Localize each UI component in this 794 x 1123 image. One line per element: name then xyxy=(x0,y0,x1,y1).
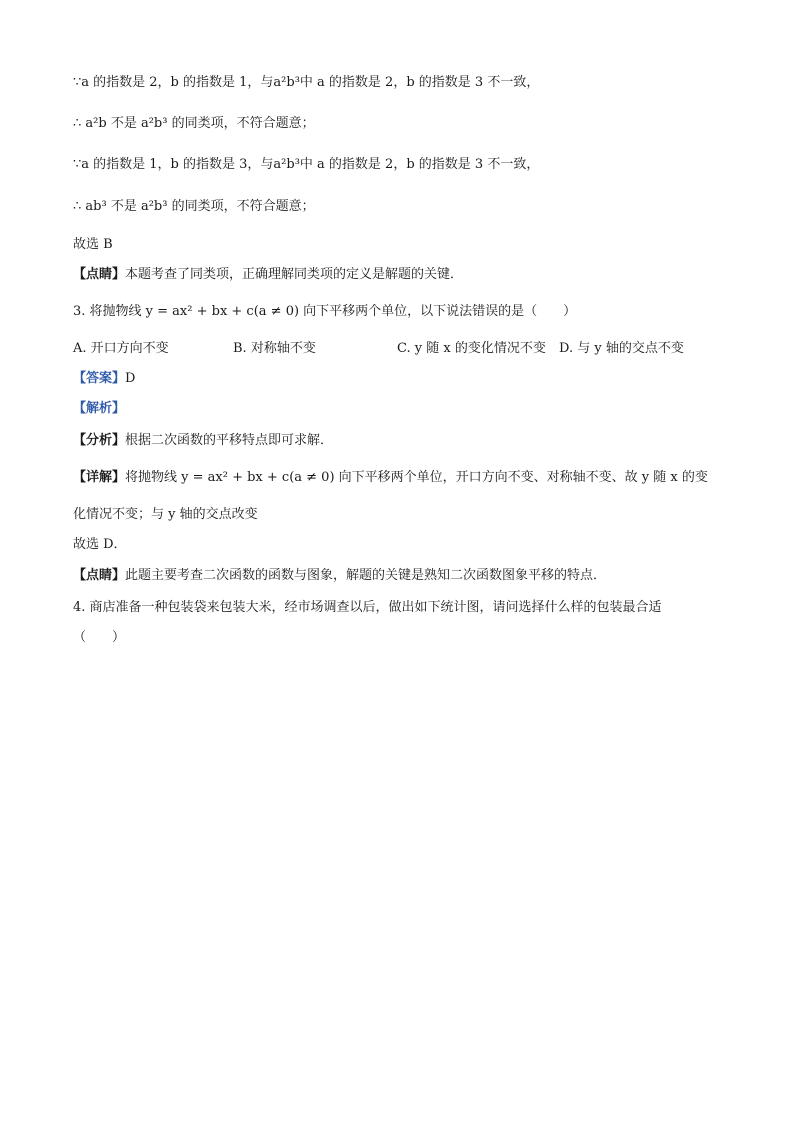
option-d: D. 与 y 轴的交点不变 xyxy=(559,341,684,356)
xiangjie-line xyxy=(73,468,724,488)
dianjing-text-2: 此题主要考查二次函数的函数与图象，解题的关键是熟知二次函数图象平移的特点． xyxy=(125,568,607,583)
choose-d-line: 故选 D． xyxy=(73,537,127,552)
question-3: 3. 将抛物线 y = ax² + bx + c(a ≠ 0) 向下平移两个单位，以下说法错误的是（ ） xyxy=(73,304,577,319)
dianjing-tag-2: 【点睛】 xyxy=(73,568,126,583)
dianjing-line-1 xyxy=(73,265,724,285)
answer-line xyxy=(73,369,724,389)
xiangjie-continuation: 化情况不变；与 y 轴的交点改变 xyxy=(73,507,258,522)
dianjing-text-1: 本题考查了同类项，正确理解同类项的定义是解题的关键． xyxy=(125,267,464,282)
choose-b-line: 故选 B xyxy=(73,237,113,252)
question-4-paren: （ ） xyxy=(73,630,126,645)
reasoning-line-1: ∵a 的指数是 2，b 的指数是 1，与a²b³中 a 的指数是 2，b 的指数是 3 不一致， xyxy=(73,75,540,90)
fenxi-text: 根据二次函数的平移特点即可求解． xyxy=(125,433,334,448)
conclusion-line-2: ∴ ab³ 不是 a²b³ 的同类项，不符合题意； xyxy=(73,199,315,214)
xiangjie-text: 将抛物线 y = ax² + bx + c(a ≠ 0) 向下平移两个单位，开口方向不变、对称轴不变、故 y 随 x 的变 xyxy=(125,470,708,485)
conclusion-line-1: ∴ a²b 不是 a²b³ 的同类项，不符合题意； xyxy=(73,116,315,131)
option-c: C. y 随 x 的变化情况不变 xyxy=(397,341,546,356)
dianjing-tag-1: 【点睛】 xyxy=(73,267,126,282)
xiangjie-tag: 【详解】 xyxy=(73,470,126,485)
option-a: A. 开口方向不变 xyxy=(73,341,169,356)
answer-value: D xyxy=(125,371,136,386)
fenxi-tag: 【分析】 xyxy=(73,433,126,448)
analysis-line xyxy=(73,399,724,419)
question-3-options xyxy=(73,339,724,359)
option-b: B. 对称轴不变 xyxy=(233,341,316,356)
fenxi-line xyxy=(73,431,724,451)
answer-tag: 【答案】 xyxy=(73,371,126,386)
question-4: 4. 商店准备一种包装袋来包装大米，经市场调查以后，做出如下统计图，请问选择什么样的包装最合适 xyxy=(73,600,662,615)
dianjing-line-2 xyxy=(73,566,724,586)
reasoning-line-2: ∵a 的指数是 1，b 的指数是 3，与a²b³中 a 的指数是 2，b 的指数是 3 不一致， xyxy=(73,157,540,172)
analysis-tag: 【解析】 xyxy=(73,401,126,416)
